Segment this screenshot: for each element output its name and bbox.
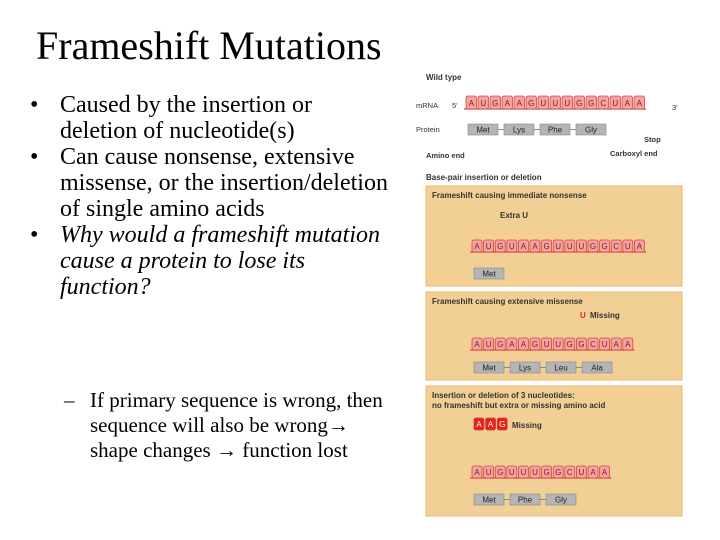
codon-mrna-base-letter: G — [543, 468, 550, 477]
missense-mrna-base-letter: A — [613, 340, 619, 349]
codon-amino-label: Met — [482, 495, 496, 505]
wild-type-mrna-base-letter: U — [480, 99, 487, 108]
missense-mrna-base-letter: A — [625, 340, 631, 349]
frameshift-diagram — [414, 68, 684, 518]
bullet-dot: • — [30, 92, 39, 118]
bullet-item — [30, 144, 390, 222]
sub-bullet-text: If primary sequence is wrong, then sequence will also be wrong→ shape changes → function lost — [90, 388, 383, 462]
wild-type-mrna-base-letter: C — [600, 99, 607, 108]
wild-type-mrna-base-letter: A — [636, 99, 642, 108]
nonsense-mrna-base-letter: A — [532, 242, 538, 251]
wild-type-mrna-base-letter: G — [528, 99, 535, 108]
wild-type-amino-label: Gly — [585, 125, 597, 135]
missense-amino-label: Ala — [591, 363, 603, 373]
codon-amino-label: Gly — [555, 495, 567, 505]
nonsense-mrna-base-letter: U — [566, 242, 573, 251]
missense-mrna-base-letter: U — [555, 340, 562, 349]
sub-bullet-dash: – — [64, 388, 75, 412]
sub-bullet — [64, 388, 394, 463]
wild-type-mrna-base-letter: G — [588, 99, 595, 108]
bullet-text: Why would a frameshift mutation cause a protein to lose its function? — [60, 222, 380, 300]
missense-mrna-base-letter: G — [566, 340, 573, 349]
nonsense-mrna-base-letter: G — [497, 242, 504, 251]
nonsense-panel — [426, 186, 682, 286]
missense-mrna-base-letter: A — [509, 340, 515, 349]
codon-mrna-base-letter: A — [601, 468, 608, 477]
bullet-dot: • — [30, 144, 39, 170]
bullet-text: Caused by the insertion or deletion of nucleotide(s) — [60, 92, 312, 144]
missense-mrna-base-letter: U — [543, 340, 550, 349]
wild-type-mrna-base-letter: U — [612, 99, 619, 108]
missense-amino-label: Leu — [554, 363, 568, 373]
codon-mrna-base-letter: U — [508, 468, 515, 477]
missing-label: Missing — [590, 311, 620, 320]
missense-amino-label: Lys — [518, 363, 532, 373]
codon-mrna-base-letter: A — [590, 468, 596, 477]
wild-type-mrna-base-letter: A — [504, 99, 510, 108]
wild-type-mrna-base-letter: U — [552, 99, 559, 108]
nonsense-panel-heading: Frameshift causing immediate nonsense — [432, 191, 587, 200]
wild-type-mrna-base-letter: A — [516, 99, 522, 108]
codon-mrna-base-letter: G — [497, 468, 504, 477]
nonsense-mrna-base-letter: G — [543, 242, 550, 251]
nonsense-mrna-base-letter: A — [520, 242, 527, 251]
extra-u-label: Extra U — [500, 211, 529, 220]
codon-mrna-base-letter: A — [474, 468, 480, 477]
stop-label: Stop — [644, 135, 661, 144]
three-prime-label: 3′ — [672, 103, 678, 112]
nonsense-mrna-base-letter: A — [636, 242, 643, 251]
nonsense-mrna-base-letter: U — [624, 242, 631, 251]
codon-panel-heading-line2: no frameshift but extra or missing amino acid — [432, 401, 606, 410]
nonsense-mrna-base-letter: U — [508, 242, 515, 251]
codon-mrna-base-letter: C — [566, 468, 573, 477]
nonsense-mrna-base-letter: A — [474, 242, 480, 251]
wild-type-heading: Wild type — [426, 73, 462, 82]
five-prime-label: 5′ — [452, 101, 458, 110]
codon-amino-label: Phe — [517, 495, 533, 505]
missense-mrna-base-letter: A — [474, 340, 480, 349]
missense-mrna-base-letter: G — [578, 340, 585, 349]
wild-type-mrna-base-letter: G — [492, 99, 499, 108]
codon-mrna-base-letter: U — [485, 468, 492, 477]
missense-mrna-base-letter: G — [531, 340, 539, 349]
codon-mrna-base-letter: G — [555, 468, 562, 477]
wild-type-mrna-base-letter: A — [624, 99, 630, 108]
nonsense-mrna-base-letter: G — [589, 242, 597, 251]
bullet-dot: • — [30, 222, 39, 248]
missense-mrna-base-letter: G — [497, 340, 504, 349]
wild-type-mrna-base-letter: A — [468, 99, 474, 108]
mrna-label: mRNA — [416, 101, 439, 110]
codon-panel-heading-line1: Insertion or deletion of 3 nucleotides: — [432, 391, 575, 400]
codon-mrna-base-letter: U — [532, 468, 538, 477]
bullet-item-question — [30, 222, 390, 300]
wild-type-mrna-base-letter: G — [576, 99, 583, 108]
nonsense-mrna-base-letter: U — [485, 242, 492, 251]
missense-mrna-base-letter: C — [590, 340, 596, 349]
bullet-item — [30, 92, 390, 144]
missing-codon-letter: G — [499, 420, 506, 429]
nonsense-mrna-base-letter: C — [613, 242, 620, 251]
missense-amino-label: Met — [482, 363, 496, 373]
wild-type-amino-label: Met — [476, 125, 490, 135]
nonsense-mrna-base-letter: U — [555, 242, 562, 251]
wild-type-mrna-base-letter: U — [564, 99, 571, 108]
missing-codon-letter: A — [476, 420, 482, 429]
nonsense-mrna-base-letter: U — [578, 242, 585, 251]
codon-mrna-base-letter: U — [520, 468, 527, 477]
missense-mrna-base-letter: U — [601, 340, 608, 349]
wild-type-amino-label: Phe — [547, 125, 563, 135]
protein-label: Protein — [416, 125, 440, 134]
nonsense-mrna-base-letter: G — [601, 242, 608, 251]
bullet-text: Can cause nonsense, extensive missense, or the insertion/deletion of single amino acids — [60, 144, 388, 222]
codon-missing-label: Missing — [512, 421, 542, 430]
amino-end-label: Amino end — [426, 151, 465, 160]
codon-mrna-base-letter: U — [578, 468, 585, 477]
missense-mrna-base-letter: U — [485, 340, 492, 349]
slide-title: Frameshift Mutations — [36, 23, 382, 68]
nonsense-amino-label: Met — [482, 269, 496, 279]
wild-type-amino-label: Lys — [512, 125, 526, 135]
missing-codon-letter: A — [487, 420, 494, 429]
section-heading: Base-pair insertion or deletion — [426, 173, 542, 182]
missing-base: U — [580, 311, 586, 320]
bullet-list — [30, 92, 390, 300]
carboxyl-end-label: Carboxyl end — [610, 149, 658, 158]
frameshift-figure — [414, 68, 684, 518]
missense-mrna-base-letter: A — [520, 340, 527, 349]
missense-panel-heading: Frameshift causing extensive missense — [432, 297, 583, 306]
wild-type-mrna-base-letter: U — [540, 99, 547, 108]
